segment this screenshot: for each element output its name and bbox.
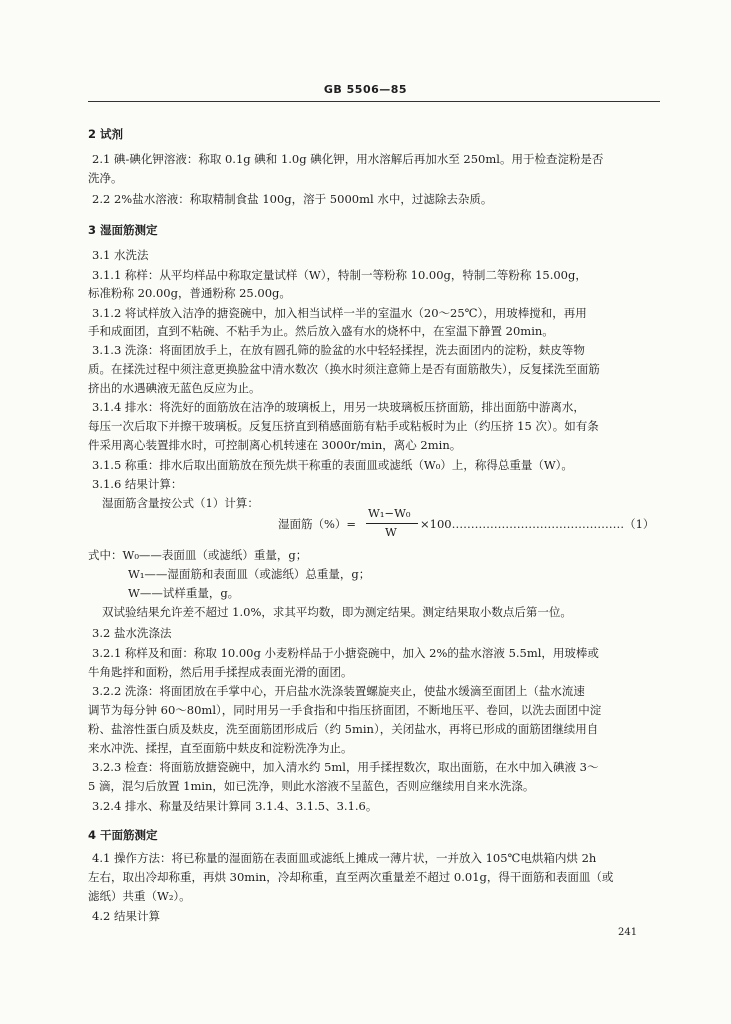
para-3-2-1-line1: 3.2.1 称样及和面：称取 10.00g 小麦粉样品于小搪瓷碗中，加入 2%的盐水溶液 5.5ml，用玻棒或 (92, 646, 599, 660)
para-3-1-3-line1: 3.1.3 洗涤：将面团放手上，在放有圆孔筛的脸盆的水中轻轻揉捏，洗去面团内的淀粉，麸皮等物 (92, 343, 585, 357)
formula-denominator: W (385, 525, 397, 539)
where-w1: W₁——湿面筋和表面皿（或滤纸）总重量，g； (128, 567, 371, 581)
page-number: 241 (618, 927, 638, 938)
para-3-1-1-line1: 3.1.1 称样：从平均样品中称取定量试样（W），特制一等粉称 10.00g，特制二等粉称 15.00g， (92, 268, 587, 282)
header-rule (88, 101, 660, 102)
where-w0: 式中：W₀——表面皿（或滤纸）重量，g； (88, 548, 308, 562)
para-3-1-3-line2: 质。在揉洗过程中须注意更换脸盆中清水数次（换水时须注意筛上是否有面筋散失），反复揉洗至面筋 (88, 362, 600, 376)
section-2-title: 2 试剂 (88, 127, 124, 141)
para-3-2-2-line1: 3.2.2 洗涤：将面团放在手掌中心，开启盐水洗涤装置螺旋夹止，使盐水缓滴至面团上（盐水流速 (92, 684, 585, 698)
para-3-1-2-line1: 3.1.2 将试样放入洁净的搪瓷碗中，加入相当试样一半的室温水（20～25℃），用玻棒搅和，再用 (92, 306, 587, 320)
para-4-1-line1: 4.1 操作方法：将已称量的湿面筋在表面皿或滤纸上摊成一薄片状，一并放入 105℃电烘箱内烘 2h (92, 851, 597, 865)
subsection-3-2: 3.2 盐水洗涤法 (92, 626, 172, 640)
para-2-2: 2.2 2%盐水溶液：称取精制食盐 100g，溶于 5000ml 水中，过滤除去杂质。 (92, 192, 493, 206)
para-4-1-line2: 左右，取出冷却称重，再烘 30min，冷却称重，直至两次重量差不超过 0.01g，得干面筋和表面皿（或 (88, 870, 614, 884)
para-3-1-6: 3.1.6 结果计算： (92, 477, 183, 491)
para-3-1-2-line2: 手和成面团，直到不粘碗、不粘手为止。然后放入盛有水的烧杯中，在室温下静置 20min。 (88, 324, 554, 338)
formula-rest: ×100………………………………………（1） (420, 517, 655, 531)
para-4-1-line3: 滤纸）共重（W₂）。 (88, 889, 191, 903)
section-4-title: 4 干面筋测定 (88, 828, 158, 842)
para-2-1-line2: 洗净。 (88, 171, 123, 185)
para-3-2-2-line2: 调节为每分钟 60～80ml），同时用另一手食指和中指压挤面团，不断地压平、卷回，以洗去面团中淀 (88, 703, 602, 717)
para-3-2-1-line2: 牛角匙拌和面粉，然后用手揉捏成表面光滑的面团。 (88, 665, 353, 679)
formula-lhs: 湿面筋（%）= (278, 517, 357, 531)
para-4-2: 4.2 结果计算 (92, 909, 160, 923)
para-3-2-2-line3: 粉、盐溶性蛋白质及麸皮，洗至面筋团形成后（约 5min），关闭盐水，再将已形成的面筋团继续用自 (88, 722, 599, 736)
standard-number-header: GB 5506—85 (323, 83, 408, 96)
where-w: W——试样重量，g。 (128, 586, 240, 600)
para-3-1-5: 3.1.5 称重：排水后取出面筋放在预先烘干称重的表面皿或滤纸（W₀）上，称得总重量（W）。 (92, 458, 573, 472)
section-3-title: 3 湿面筋测定 (88, 223, 158, 237)
para-3-1-1-line2: 标准粉称 20.00g，普通粉称 25.00g。 (88, 286, 291, 300)
para-3-1-4-line1: 3.1.4 排水：将洗好的面筋放在洁净的玻璃板上，用另一块玻璃板压挤面筋，排出面筋中游离水， (92, 400, 585, 414)
formula-intro: 湿面筋含量按公式（1）计算： (102, 496, 259, 510)
para-3-2-3-line1: 3.2.3 检查：将面筋放搪瓷碗中，加入清水约 5ml，用手揉捏数次，取出面筋，在水中加入碘液 3～ (92, 760, 599, 774)
para-3-1-4-line3: 件采用离心装置排水时，可控制离心机转速在 3000r/min，离心 2min。 (88, 438, 462, 452)
fraction-bar (366, 523, 418, 524)
note-tolerance: 双试验结果允许差不超过 1.0%，求其平均数，即为测定结果。测定结果取小数点后第一位。 (102, 605, 572, 619)
formula-numerator: W₁−W₀ (368, 506, 411, 520)
subsection-3-1: 3.1 水洗法 (92, 248, 149, 262)
para-3-2-4: 3.2.4 排水、称量及结果计算同 3.1.4、3.1.5、3.1.6。 (92, 799, 378, 813)
para-3-2-3-line2: 5 滴，混匀后放置 1min，如已洗净，则此水溶液不呈蓝色，否则应继续用自来水洗涤。 (88, 779, 535, 793)
para-3-2-2-line4: 来水冲洗、揉捏，直至面筋中麸皮和淀粉洗净为止。 (88, 741, 353, 755)
para-3-1-3-line3: 挤出的水遇碘液无蓝色反应为止。 (88, 381, 261, 395)
para-2-1-line1: 2.1 碘-碘化钾溶液：称取 0.1g 碘和 1.0g 碘化钾，用水溶解后再加水至 250ml。用于检查淀粉是否 (92, 152, 604, 166)
para-3-1-4-line2: 每压一次后取下并擦干玻璃板。反复压挤直到稍感面筋有粘手或粘板时为止（约压挤 15 次）。如有条 (88, 419, 599, 433)
